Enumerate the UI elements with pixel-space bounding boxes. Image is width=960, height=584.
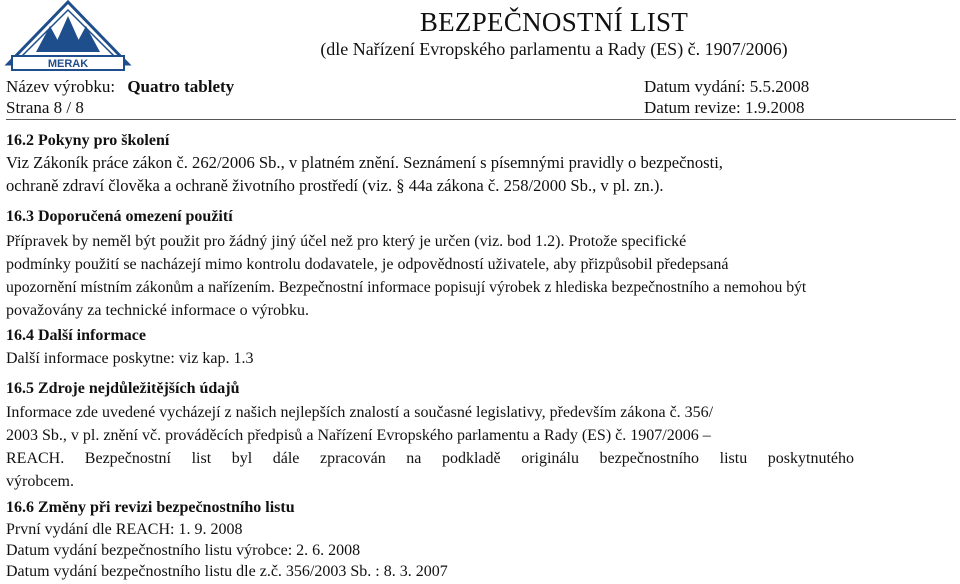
page-number: Strana 8 / 8 [6, 98, 84, 117]
product-name: Quatro tablety [127, 77, 235, 96]
section-16-5-title: 16.5 Zdroje nejdůležitějších údajů [6, 380, 240, 397]
document-title: BEZPEČNOSTNÍ LIST [419, 7, 689, 37]
issue-date: Datum vydání: 5.5.2008 [644, 77, 810, 96]
section-16-3-line: podmínky použití se nacházejí mimo kontrolu dodavatele, je odpovědností uživatele, aby přizpůsobil předepsaná [6, 256, 729, 273]
section-16-6-title: 16.6 Změny při revizi bezpečnostního listu [6, 499, 295, 516]
section-16-6-line: Datum vydání bezpečnostního listu výrobce: 2. 6. 2008 [6, 542, 361, 559]
header-divider [6, 119, 956, 120]
document-subtitle: (dle Nařízení Evropského parlamentu a Rady (ES) č. 1907/2006) [320, 39, 788, 59]
section-16-5-line: 2003 Sb., v pl. znění vč. prováděcích předpisů a Nařízení Evropského parlamentu a Rady (ES) č. 1907/2006 – [6, 427, 711, 444]
section-16-5-line: výrobcem. [6, 473, 74, 490]
section-16-2-title: 16.2 Pokyny pro školení [6, 132, 170, 149]
section-16-4-title: 16.4 Další informace [6, 327, 146, 344]
section-16-4-line: Další informace poskytne: viz kap. 1.3 [6, 350, 254, 367]
section-16-5-line: Informace zde uvedené vycházejí z našich nejlepších znalostí a současné legislativy, především zákona č. 356/ [6, 404, 714, 421]
section-16-6-line: První vydání dle REACH: 1. 9. 2008 [6, 521, 243, 538]
logo-text: MERAK [47, 58, 89, 70]
section-16-3-line: upozornění místním zákonům a nařízením. Bezpečnostní informace popisují výrobek z hlediska bezpečnostního a nemohou být [6, 279, 807, 296]
section-16-2-line: ochraně zdraví člověka a ochraně životního prostředí (viz. § 44a zákona č. 258/2000 Sb., v pl. zn.). [6, 176, 664, 195]
section-16-3-line: Přípravek by neměl být použit pro žádný jiný účel než pro který je určen (viz. bod 1.2). Protože specifické [6, 233, 687, 250]
section-16-5-line: REACH. Bezpečnostní list byl dále zpracován na podkladě originálu bezpečnostního listu poskytnutého [6, 450, 854, 467]
section-16-3-title: 16.3 Doporučená omezení použití [6, 208, 233, 225]
section-16-3-line: považovány za technické informace o výrobku. [6, 302, 309, 319]
product-label: Název výrobku: [6, 77, 116, 96]
section-16-6-line: Datum vydání bezpečnostního listu dle z.č. 356/2003 Sb. : 8. 3. 2007 [6, 563, 448, 580]
product-line [6, 76, 234, 98]
revision-date: Datum revize: 1.9.2008 [644, 98, 805, 117]
section-16-2-line: Viz Zákoník práce zákon č. 262/2006 Sb., v platném znění. Seznámení s písemnými pravidly o bezpečnosti, [6, 153, 723, 172]
